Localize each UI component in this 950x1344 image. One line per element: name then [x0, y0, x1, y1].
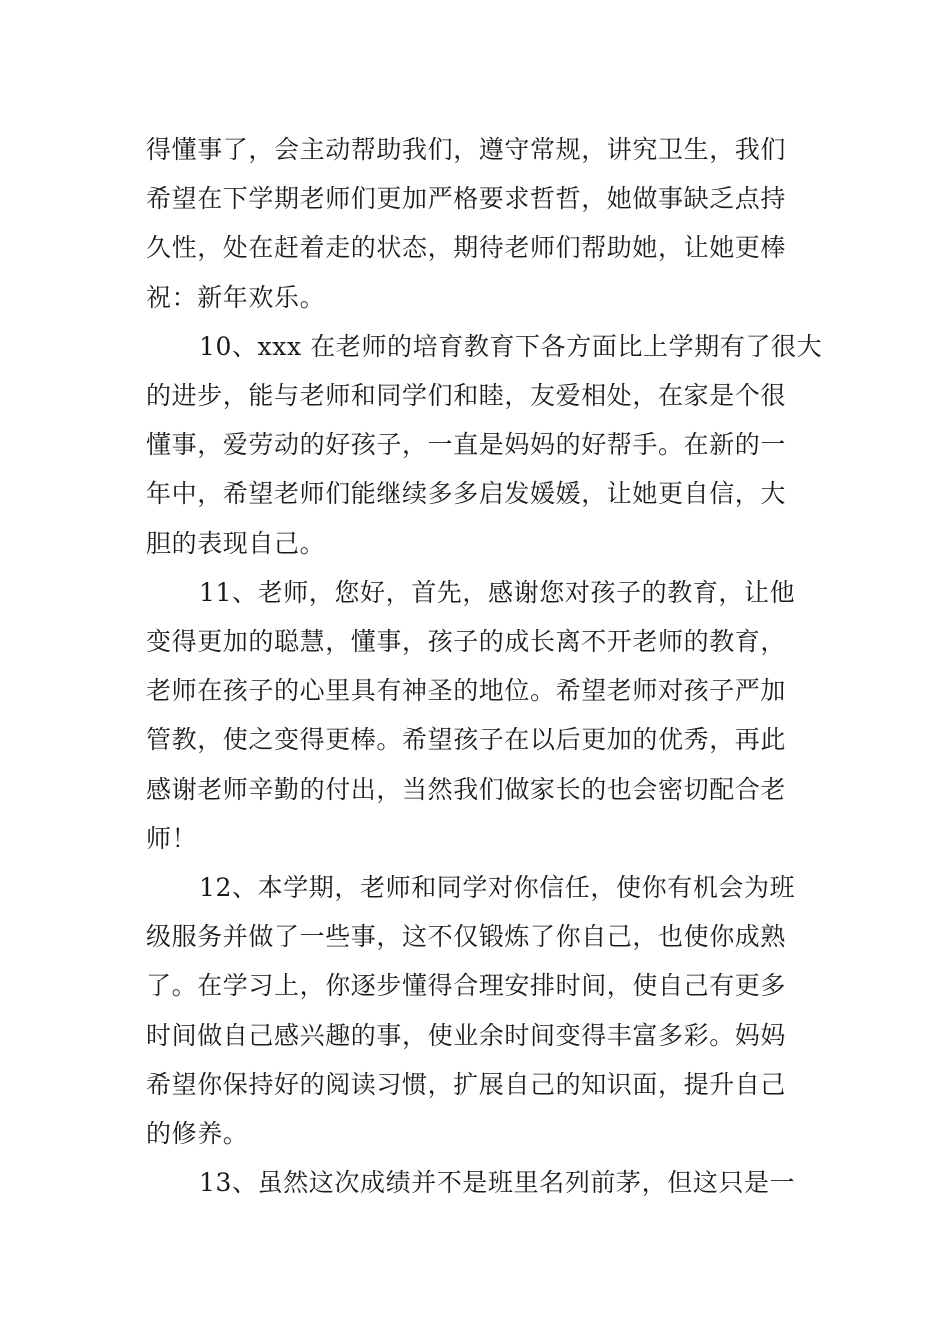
- text-line: 师！: [146, 823, 198, 853]
- text-line: 管教，使之变得更棒。希望孩子在以后更加的优秀，再此: [146, 725, 787, 755]
- text-line: 希望在下学期老师们更加严格要求哲哲，她做事缺乏点持: [146, 184, 787, 214]
- text-line: 12、本学期，老师和同学对你信任，使你有机会为班: [199, 873, 796, 903]
- text-line: 感谢老师辛勤的付出，当然我们做家长的也会密切配合老: [146, 774, 787, 804]
- text-line: 了。在学习上，你逐步懂得合理安排时间，使自己有更多: [146, 971, 787, 1001]
- text-line: 级服务并做了一些事，这不仅锻炼了你自己，也使你成熟: [146, 922, 787, 952]
- text-line: 变得更加的聪慧，懂事，孩子的成长离不开老师的教育，: [146, 627, 787, 657]
- text-line: 时间做自己感兴趣的事，使业余时间变得丰富多彩。妈妈: [146, 1020, 787, 1050]
- text-line: 13、虽然这次成绩并不是班里名列前茅，但这只是一: [199, 1168, 796, 1198]
- text-line: 得懂事了，会主动帮助我们，遵守常规，讲究卫生，我们: [146, 135, 787, 164]
- document-body: [146, 125, 823, 1207]
- paragraph-13: [146, 1158, 810, 1207]
- text-line: 希望你保持好的阅读习惯，扩展自己的知识面，提升自己: [146, 1069, 787, 1099]
- text-line: 的进步，能与老师和同学们和睦，友爱相处，在家是个很: [146, 381, 787, 411]
- text-line: 胆的表现自己。: [146, 528, 326, 558]
- text-line: 年中，希望老师们能继续多多启发媛媛，让她更自信，大: [146, 479, 787, 509]
- text-line: 久性，处在赶着走的状态，期待老师们帮助她，让她更棒: [146, 233, 787, 263]
- text-line: 10、xxx 在老师的培育教育下各方面比上学期有了很大: [199, 331, 823, 361]
- text-line: 懂事，爱劳动的好孩子，一直是妈妈的好帮手。在新的一: [146, 430, 787, 460]
- paragraph-11: [146, 568, 810, 863]
- text-line: 的修养。: [146, 1119, 249, 1149]
- text-line: 11、老师，您好，首先，感谢您对孩子的教育，让他: [199, 577, 796, 607]
- text-line: 老师在孩子的心里具有神圣的地位。希望老师对孩子严加: [146, 676, 787, 706]
- paragraph-12: [146, 863, 810, 1158]
- paragraph-10: [146, 322, 823, 568]
- paragraph-1: [146, 125, 810, 322]
- text-line: 祝：新年欢乐。: [146, 282, 326, 312]
